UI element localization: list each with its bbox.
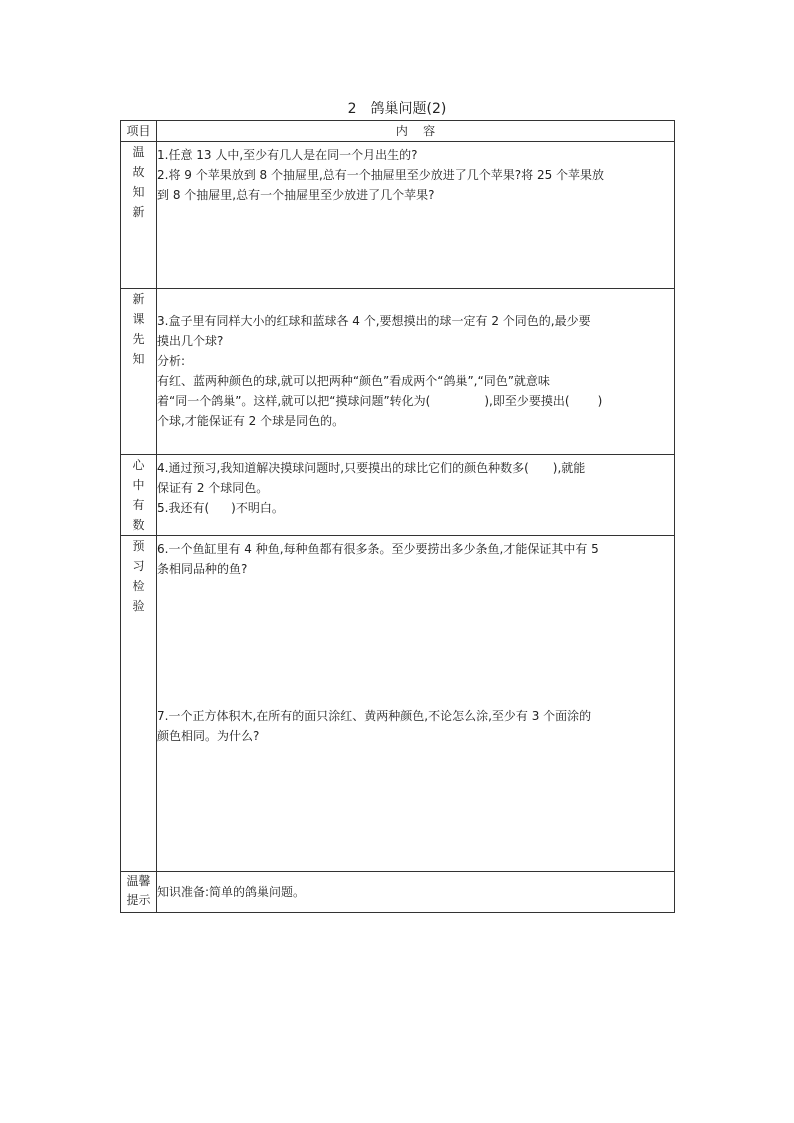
question-2-line-1: 2.将 9 个苹果放到 8 个抽屉里,总有一个抽屉里至少放进了几个苹果?将 25 个苹果放	[157, 168, 605, 182]
preview-check-label: 预 习 检 验	[121, 536, 157, 872]
question-2-line-2: 到 8 个抽屉里,总有一个抽屉里至少放进了几个苹果?	[157, 188, 435, 202]
page-title	[120, 99, 674, 119]
analysis-line-1: 有红、蓝两种颜色的球,就可以把两种“颜色”看成两个“鸽巢”,“同色”就意味	[157, 374, 550, 388]
review-content	[157, 142, 675, 289]
new-lesson-label: 新 课 先 知	[121, 289, 157, 455]
question-5: 5.我还有( )不明白。	[157, 501, 284, 515]
header-content	[157, 121, 675, 142]
new-lesson-content	[157, 289, 675, 455]
question-7-line-2: 颜色相同。为什么?	[157, 729, 260, 743]
question-7-line-1: 7.一个正方体积木,在所有的面只涂红、黄两种颜色,不论怎么涂,至少有 3 个面涂的	[157, 709, 592, 723]
tips-row	[121, 872, 675, 913]
mind-content	[157, 455, 675, 536]
question-1: 1.任意 13 人中,至少有几人是在同一个月出生的?	[157, 148, 418, 162]
mind-label: 心 中 有 数	[121, 455, 157, 536]
lesson-number: 2	[347, 101, 357, 117]
analysis-line-2: 着“同一个鸽巢”。这样,就可以把“摸球问题”转化为( ),即至少要摸出( )	[157, 394, 603, 408]
lesson-title: 鸽巢问题(2)	[370, 101, 447, 117]
tips-text: 知识准备:简单的鸽巢问题。	[157, 885, 306, 899]
header-row	[121, 121, 675, 142]
mind-row	[121, 455, 675, 536]
header-project: 项目	[121, 121, 157, 142]
question-4-line-2: 保证有 2 个球同色。	[157, 481, 269, 495]
new-lesson-row	[121, 289, 675, 455]
question-3-line-1: 3.盒子里有同样大小的红球和蓝球各 4 个,要想摸出的球一定有 2 个同色的,最少要	[157, 314, 591, 328]
analysis-line-3: 个球,才能保证有 2 个球是同色的。	[157, 414, 345, 428]
review-label: 温 故 知 新	[121, 142, 157, 289]
question-6-line-2: 条相同品种的鱼?	[157, 562, 248, 576]
question-3-line-2: 摸出几个球?	[157, 334, 224, 348]
analysis-label: 分析:	[157, 354, 186, 368]
question-4-line-1: 4.通过预习,我知道解决摸球问题时,只要摸出的球比它们的颜色种数多( ),就能	[157, 461, 586, 475]
review-row	[121, 142, 675, 289]
worksheet-table	[120, 120, 675, 913]
preview-check-row	[121, 536, 675, 872]
preview-check-content	[157, 536, 675, 872]
tips-content	[157, 872, 675, 913]
answer-space-6	[157, 579, 674, 706]
question-6-line-1: 6.一个鱼缸里有 4 种鱼,每种鱼都有很多条。至少要捞出多少条鱼,才能保证其中有 5	[157, 542, 599, 556]
header-content-label: 内 容	[395, 124, 436, 138]
tips-label: 温馨 提示	[121, 872, 157, 913]
